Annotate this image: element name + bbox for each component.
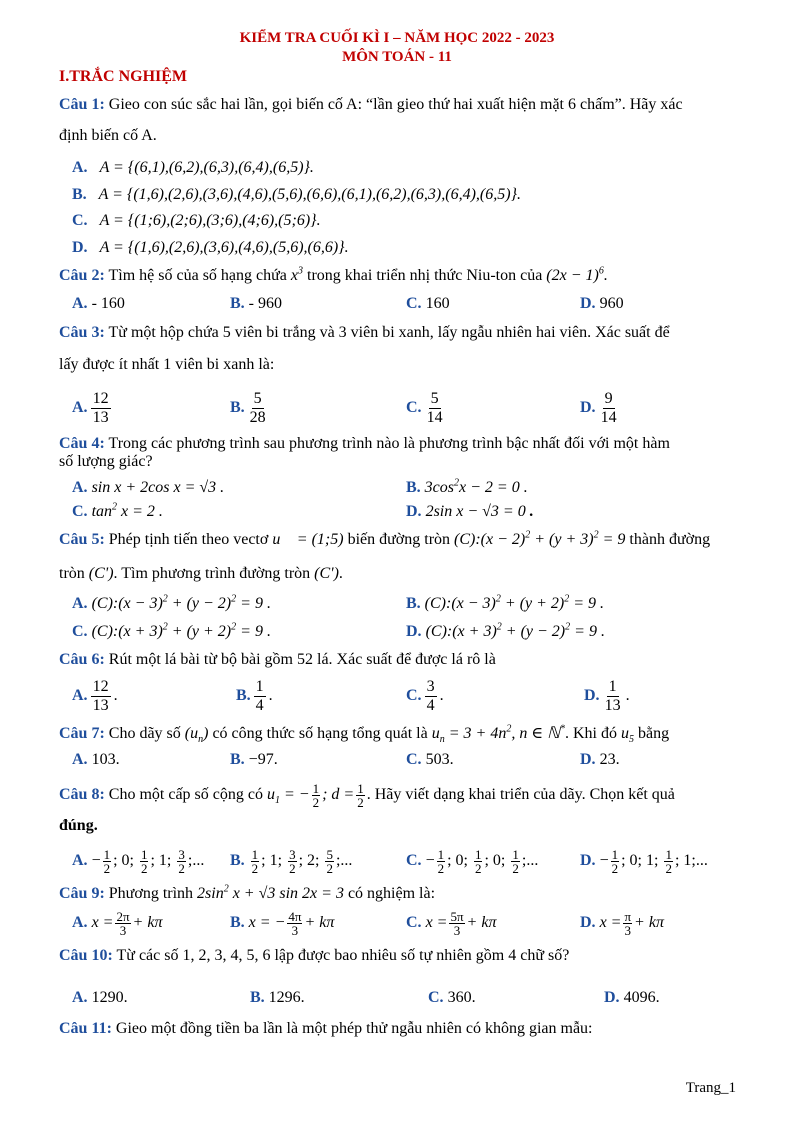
question-label: Câu 11:: [59, 1020, 112, 1037]
question-label: Câu 1:: [59, 96, 105, 113]
question-text: Gieo một đồng tiền ba lần là một phép thử ngẫu nhiên có không gian mẫu:: [115, 1020, 593, 1037]
question-text-cont: đúng.: [59, 817, 98, 834]
question-label: Câu 4:: [59, 435, 105, 452]
math-x3: $x^3$: [290, 265, 304, 284]
option-letter: B.: [72, 186, 87, 203]
question-label: Câu 2:: [59, 267, 105, 284]
options-q6: A. $\frac{12}{13}$ . B. $\frac{1}{4}$ . C. $\frac{3}{4}$ . D. $\frac{1}{13}$ .: [72, 678, 630, 714]
question-text: biến đường tròn: [347, 531, 451, 548]
question-6: [59, 650, 739, 670]
question-9: Câu 9: Phương trình $2\sin^2$ x + √3 sin 2x = 3 có nghiệm là:: [59, 883, 436, 902]
question-text-cont: tròn (C'). Tìm phương trình đường tròn (C').: [59, 565, 343, 582]
question-label: Câu 9:: [59, 885, 105, 902]
question-label: Câu 5:: [59, 531, 105, 548]
question-text: Cho dãy số: [108, 725, 181, 742]
question-text: Rút một lá bài từ bộ bài gồm 52 lá. Xác suất để được lá rô là: [108, 651, 496, 668]
option-b: [72, 185, 742, 205]
math-binomial: $(2x - 1)^6$.: [546, 265, 608, 284]
question-label: Câu 6:: [59, 651, 105, 668]
question-5: Câu 5: Phép tịnh tiến theo vectơ u⃗ = (1;5) biến đường tròn (C):(x − $2)^2 + (y + 3)^2 = 9$ thành đường: [59, 529, 711, 548]
question-text: trong khai triển nhị thức Niu-ton của: [307, 267, 543, 284]
option-d-text: 960: [599, 295, 624, 312]
question-text: Từ một hộp chứa 5 viên bi trắng và 3 viên bi xanh, lấy ngẫu nhiên hai viên. Xác suất để: [108, 324, 670, 341]
option-a: [72, 158, 742, 178]
question-8: Câu 8: Cho một cấp số cộng có $u_1$ = − $\frac{1}{2}$ ; d = $\frac{1}{2}$ . Hãy viết dạng khai triển của dãy. Chọn kết quả: [59, 781, 675, 810]
section-heading: I.TRẮC NGHIỆM: [59, 68, 188, 85]
options-q3: A. $\frac{12}{13}$ B. $\frac{5}{28}$ C. $\frac{5}{14}$ D. $\frac{9}{14}$: [72, 390, 617, 426]
question-text-cont: định biến cố A.: [59, 127, 157, 144]
question-text-cont: lấy được ít nhất 1 viên bi xanh là:: [59, 356, 275, 373]
question-label: Câu 10:: [59, 947, 113, 964]
question-1: [59, 95, 739, 115]
option-letter: A.: [72, 159, 88, 176]
question-text-cont: số lượng giác?: [59, 453, 153, 470]
exam-subject: MÔN TOÁN - 11: [342, 49, 452, 65]
option-text: A = {(1;6),(2;6),(3;6),(4;6),(5;6)}.: [99, 212, 321, 229]
question-3: [59, 323, 739, 343]
options-q9: A. x = $\frac{2\pi}{3}$ + kπ B. x = − $\frac{4\pi}{3}$ + kπ C. x = $\frac{5\pi}{3}$ + kπ D. x = $\frac{\pi}{3}$ + kπ: [72, 909, 664, 938]
exam-title: KIỂM TRA CUỐI KÌ I – NĂM HỌC 2022 - 2023: [239, 30, 555, 46]
question-text: có công thức số hạng tổng quát là: [212, 725, 428, 742]
question-text: Phương trình: [108, 885, 194, 902]
question-text: Cho một cấp số cộng có: [108, 786, 263, 804]
option-b-text: - 960: [248, 295, 282, 312]
question-text: Từ các số 1, 2, 3, 4, 5, 6 lập được bao nhiêu số tự nhiên gồm 4 chữ số?: [116, 947, 570, 964]
question-text: Gieo con súc sắc hai lần, gọi biến cố A: “lần gieo thứ hai xuất hiện mặt 6 chấm”. Hãy xác: [108, 96, 683, 113]
option-text: A = {(1,6),(2,6),(3,6),(4,6),(5,6),(6,6),(6,1),(6,2),(6,3),(6,4),(6,5)}.: [98, 186, 521, 203]
question-11: [59, 1019, 739, 1039]
option-c: [72, 211, 742, 231]
question-7: Câu 7: Cho dãy số $(u_n)$ có công thức số hạng tổng quát là $u_n = 3 + 4n^2$, n ∈ ℕ*. Khi đó $u_5$ bằng: [59, 723, 670, 746]
option-letter: D.: [72, 239, 88, 256]
question-4: [59, 434, 739, 454]
question-label: Câu 7:: [59, 725, 105, 742]
question-text: Phép tịnh tiến theo vectơ: [108, 531, 269, 548]
question-text: Tìm hệ số của số hạng chứa: [108, 267, 287, 284]
question-text: Trong các phương trình sau phương trình nào là phương trình bậc nhất đối với một hàm: [108, 435, 670, 452]
option-text: A = {(1,6),(2,6),(3,6),(4,6),(5,6),(6,6)}.: [99, 239, 349, 256]
question-label: Câu 3:: [59, 324, 105, 341]
question-2: [59, 266, 739, 286]
option-text: A = {(6,1),(6,2),(6,3),(6,4),(6,5)}.: [99, 159, 314, 176]
option-c-text: 160: [425, 295, 450, 312]
option-d: [72, 238, 742, 258]
question-10: [59, 946, 739, 966]
option-letter: C.: [72, 212, 88, 229]
option-a-text: - 160: [91, 295, 125, 312]
question-label: Câu 8:: [59, 786, 105, 804]
options-q8: A. − $\frac{1}{2}$ ; 0; $\frac{1}{2}$ ; 1; $\frac{3}{2}$ ;... B. $\frac{1}{2}$ ; 1; $\frac{3}{2}$ ; 2; $\frac{5}{2}$ ;... C. − $\frac{1}{2}$ ; 0; $\frac{1}{2}$ ; 0; $\frac{1}{2}$ ;... D. − $\frac{1}{2}$ ; 0; 1; $\frac{1}{2}$ ; 1;...: [72, 847, 708, 876]
question-text: thành đường: [629, 531, 711, 548]
exam-page: KIỂM TRA CUỐI KÌ I – NĂM HỌC 2022 - 2023 MÔN TOÁN - 11 I.TRẮC NGHIỆM Câu 1: Gieo con súc sắc hai lần, gọi biến cố A: “lần gieo thứ hai xuất hiện mặt 6 chấm”. Hãy xác định biến cố A. A. A = {(6,1),(6,2),(6,3),(6,4),(6,5)}. B. A = {(1,6),(2,6),(3,6),(4,6),(5,6),(6,6),(6,1),(6,2),(6,3),(6,4),(6,5)}. C. A = {(1;6),(2;6),(3;6),(4;6),(5;6)}. D. A = {(1,6),(2,6),(3,6),(4,6),(5,6),(6,6)}. Câu 2: Tìm hệ số của số hạng chứa $x^3$ trong khai triển nhị thức Niu-ton của $(2x - 1)^6$. A. - 160 B. - 960 C. 160 D. 960 Câu 3: Từ một hộp chứa 5 viên bi trắng và 3 viên bi xanh, lấy ngẫu nhiên hai viên. Xác suất để lấy được ít nhất 1 viên bi xanh là: A. $\frac{12}{13}$ B. $\frac{5}{28}$ C. $\frac{5}{14}$ D. $\frac{9}{14}$ Câu 4: Trong các phương trình sau phương trình nào là phương trình bậc nhất đối với một hàm số lượng giác? A. sin x + 2cos x = √3 . B. $3\cos^2x - 2 = 0$ . C. $\tan^2 x = 2$ . D. 2sin x − √3 = 0 . Câu 5: Phép tịnh tiến theo vectơ u⃗ = (1;5) biến đường tròn (C):(x − $2)^2 + (y + 3)^2 = 9$ thành đường tròn (C'). Tìm phương trình đường tròn (C'). A. (C):(x − $3)^2 + (y - 2)^2 = 9$ . B. (C):(x − $3)^2 + (y + 2)^2 = 9$ . C. (C):(x + $3)^2 + (y + 2)^2 = 9$ . D. (C):(x + $3)^2 + (y - 2)^2 = 9$ . Câu 6: Rút một lá bài từ bộ bài gồm 52 lá. Xác suất để được lá rô là A. $\frac{12}{13}$ . B. $\frac{1}{4}$ . C. $\frac{3}{4}$ . D. $\frac{1}{13}$ . Câu 7: Cho dãy số $(u_n)$ có công thức số hạng tổng quát là $u_n = 3 + 4n^2$, n ∈ ℕ*. Khi đó $u_5$ bằng A. 103. B. −97. C. 503. D. 23. Câu 8: Cho một cấp số cộng có $u_1$ = − $\frac{1}{2}$ ; d = $\frac{1}{2}$ . Hãy viết dạng khai triển của dãy. Chọn kết quả đúng. A. − $\frac{1}{2}$ ; 0; $\frac{1}{2}$ ; 1; $\frac{3}{2}$ ;... B. $\frac{1}{2}$ ; 1; $\frac{3}{2}$ ; 2; $\frac{5}{2}$ ;... C. − $\frac{1}{2}$ ; 0; $\frac{1}{2}$ ; 0; $\frac{1}{2}$ ;... D. − $\frac{1}{2}$ ; 0; 1; $\frac{1}{2}$ ; 1;... Câu 9: Phương trình $2\sin^2$ x + √3 sin 2x = 3 có nghiệm là: A. x = $\frac{2\pi}{3}$ + kπ B. x = − $\frac{4\pi}{3}$ + kπ C. x = $\frac{5\pi}{3}$ + kπ D. x = $\frac{\pi}{3}$ + kπ Câu 10: Từ các số 1, 2, 3, 4, 5, 6 lập được bao nhiêu số tự nhiên gồm 4 chữ số? A. 1290. B. 1296. C. 360. D. 4096. Câu 11: Gieo một đồng tiền ba lần là một phép thử ngẫu nhiên có không gian mẫu: Trang_1: [0, 0, 794, 1123]
page-number: Trang_1: [685, 1080, 736, 1096]
